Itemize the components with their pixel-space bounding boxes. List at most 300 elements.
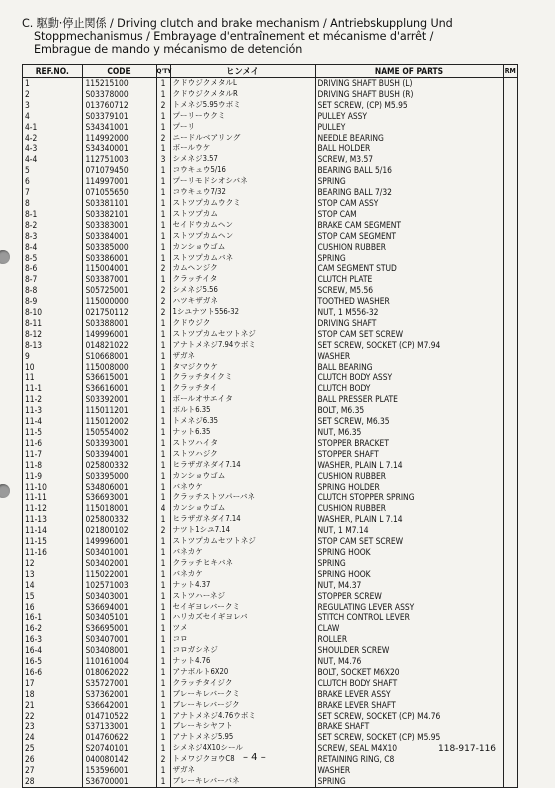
cell-code: S34806001 [82,482,156,493]
cell-code: 071079450 [82,165,156,176]
cell-qty: 1 [156,143,170,154]
cell-qty: 1 [156,231,170,242]
table-row [23,612,517,623]
cell-name: DRIVING SHAFT [315,318,503,329]
cell-qty: 1 [156,198,170,209]
cell-name: SCREW, M5.56 [315,285,503,296]
cell-ref: 11-13 [23,514,82,525]
cell-ref: 5 [23,165,82,176]
cell-code: S36693001 [82,492,156,503]
cell-ref: 8 [23,198,82,209]
cell-kana: バネウケ [170,482,315,493]
table-row [23,416,517,427]
cell-name: CUSHION RUBBER [315,471,503,482]
cell-ref: 8-3 [23,231,82,242]
cell-qty: 1 [156,711,170,722]
cell-kana: クラッチイタ [170,274,315,285]
cell-name: SPRING [315,558,503,569]
cell-name: STOP CAM SEGMENT [315,231,503,242]
cell-code: 112751003 [82,154,156,165]
col-header-kana: ヒンメイ [170,65,315,78]
cell-code: S03393001 [82,438,156,449]
cell-name: PULLEY [315,122,503,133]
table-row [23,89,517,100]
col-header-rm: RM [503,65,517,78]
cell-rm [503,318,517,329]
cell-qty: 1 [156,427,170,438]
cell-code: S34341001 [82,122,156,133]
cell-ref: 8-11 [23,318,82,329]
cell-rm [503,285,517,296]
cell-code: 149996001 [82,536,156,547]
cell-name: BRAKE SHAFT [315,721,503,732]
cell-name: RETAINING RING, C8 [315,754,503,765]
cell-code: S03388001 [82,318,156,329]
cell-qty: 1 [156,721,170,732]
cell-rm [503,721,517,732]
cell-qty: 1 [156,187,170,198]
cell-ref: 8-1 [23,209,82,220]
cell-qty: 1 [156,383,170,394]
cell-kana: カンショウゴム [170,242,315,253]
col-header-qty: Q'TY [156,65,170,78]
cell-ref: 6 [23,176,82,187]
cell-kana: コウキュウ7/32 [170,187,315,198]
cell-kana: コロ [170,634,315,645]
table-row [23,602,517,613]
cell-name: SET SCREW, SOCKET (CP) M5.95 [315,732,503,743]
cell-ref: 8-4 [23,242,82,253]
cell-rm [503,372,517,383]
cell-rm [503,78,517,89]
cell-name: BRAKE LEVER ASSY [315,689,503,700]
table-row [23,482,517,493]
cell-kana: ボールウケ [170,143,315,154]
cell-name: NUT, 1 M556-32 [315,307,503,318]
cell-qty: 1 [156,547,170,558]
table-row [23,689,517,700]
cell-qty: 1 [156,700,170,711]
cell-code: 149996001 [82,329,156,340]
cell-kana: シメネジ3.57 [170,154,315,165]
cell-code: 114997001 [82,176,156,187]
cell-kana: ストツプカムヘン [170,231,315,242]
cell-kana: クラッチヒキバネ [170,558,315,569]
table-row [23,122,517,133]
page-number: – 4 – [243,752,266,763]
cell-rm [503,187,517,198]
cell-qty: 2 [156,754,170,765]
cell-qty: 1 [156,580,170,591]
cell-kana: アナトメネジ4.76ウボミ [170,711,315,722]
cell-kana: ザガネ [170,351,315,362]
cell-code: S03395000 [82,471,156,482]
cell-code: 115008000 [82,362,156,373]
cell-qty: 1 [156,471,170,482]
cell-ref: 11-8 [23,460,82,471]
cell-ref: 11 [23,372,82,383]
cell-qty: 1 [156,351,170,362]
cell-qty: 1 [156,89,170,100]
table-row [23,471,517,482]
cell-name: BALL HOLDER [315,143,503,154]
document-number: 118-917-116 [438,744,497,754]
table-row [23,329,517,340]
table-row [23,154,517,165]
cell-code: 110161004 [82,656,156,667]
cell-rm [503,198,517,209]
table-row [23,700,517,711]
cell-rm [503,645,517,656]
table-row [23,176,517,187]
cell-ref: 11-16 [23,547,82,558]
cell-ref: 13 [23,569,82,580]
table-row [23,362,517,373]
cell-kana: ヒラザガネダイ7.14 [170,514,315,525]
cell-rm [503,667,517,678]
cell-kana: プーリ [170,122,315,133]
cell-ref: 24 [23,732,82,743]
cell-qty: 2 [156,285,170,296]
cell-rm [503,700,517,711]
cell-qty: 1 [156,242,170,253]
cell-kana: ストツハイタ [170,438,315,449]
cell-kana: カンショウゴム [170,503,315,514]
cell-rm [503,471,517,482]
cell-ref: 16-3 [23,634,82,645]
cell-kana: アナボルト6X20 [170,667,315,678]
cell-code: S03405101 [82,612,156,623]
cell-qty: 1 [156,492,170,503]
cell-name: STOP CAM SET SCREW [315,329,503,340]
cell-rm [503,122,517,133]
cell-code: 150554002 [82,427,156,438]
cell-kana: コロガシネジ [170,645,315,656]
cell-ref: 14 [23,580,82,591]
cell-ref: 28 [23,776,82,787]
cell-qty: 1 [156,623,170,634]
cell-name: SPRING HOOK [315,569,503,580]
cell-ref: 11-11 [23,492,82,503]
table-row [23,678,517,689]
cell-code: 013760712 [82,100,156,111]
table-row [23,263,517,274]
cell-name: BALL BEARING [315,362,503,373]
cell-kana: セイギヨレバークミ [170,602,315,613]
cell-name: NEEDLE BEARING [315,133,503,144]
cell-name: BOLT, SOCKET M6X20 [315,667,503,678]
cell-code: 115215100 [82,78,156,89]
cell-rm [503,765,517,776]
cell-rm [503,460,517,471]
table-row [23,711,517,722]
table-row [23,569,517,580]
cell-kana: トメワジクヨウC8 [170,754,315,765]
cell-code: S03392001 [82,394,156,405]
cell-rm [503,154,517,165]
cell-kana: ストツプカムセツトネジ [170,329,315,340]
cell-rm [503,307,517,318]
cell-ref: 26 [23,754,82,765]
cell-name: WASHER [315,765,503,776]
cell-qty: 1 [156,78,170,89]
cell-code: S37133001 [82,721,156,732]
cell-kana: クラッチタイジク [170,678,315,689]
table-row [23,558,517,569]
table-row [23,111,517,122]
col-header-ref: REF.NO. [23,65,82,78]
cell-kana: ボルト6.35 [170,405,315,416]
cell-rm [503,274,517,285]
cell-ref: 16-1 [23,612,82,623]
cell-rm [503,732,517,743]
cell-name: PULLEY ASSY [315,111,503,122]
cell-ref: 8-7 [23,274,82,285]
cell-kana: ストツプカムバネ [170,253,315,264]
table-row [23,307,517,318]
binder-hole [0,484,10,498]
table-row [23,143,517,154]
cell-kana: ハツキザガネ [170,296,315,307]
cell-qty: 2 [156,133,170,144]
cell-name: STOP CAM ASSY [315,198,503,209]
cell-qty: 2 [156,263,170,274]
cell-ref: 16-2 [23,623,82,634]
table-row [23,667,517,678]
cell-kana: シメネジ5.56 [170,285,315,296]
cell-name: BEARING BALL 7/32 [315,187,503,198]
cell-code: 021800102 [82,525,156,536]
cell-name: STOPPER SCREW [315,591,503,602]
cell-rm [503,678,517,689]
cell-ref: 21 [23,700,82,711]
cell-code: S36642001 [82,700,156,711]
cell-qty: 1 [156,416,170,427]
table-row [23,591,517,602]
parts-table [22,64,518,788]
table-row [23,351,517,362]
cell-qty: 2 [156,525,170,536]
cell-ref: 9 [23,351,82,362]
cell-name: BEARING BALL 5/16 [315,165,503,176]
cell-qty: 1 [156,394,170,405]
cell-kana: ヒラザガネダイ7.14 [170,460,315,471]
cell-qty: 1 [156,776,170,787]
cell-qty: 1 [156,536,170,547]
cell-kana: クドウジクメタルR [170,89,315,100]
cell-qty: 1 [156,569,170,580]
cell-rm [503,536,517,547]
cell-name: BOLT, M6.35 [315,405,503,416]
cell-qty: 1 [156,689,170,700]
cell-kana: ニードルベアリング [170,133,315,144]
cell-name: DRIVING SHAFT BUSH (R) [315,89,503,100]
cell-ref: 8-8 [23,285,82,296]
table-row [23,133,517,144]
cell-rm [503,340,517,351]
cell-kana: ナット4.76 [170,656,315,667]
cell-kana: ボールオサエイタ [170,394,315,405]
cell-code: S03379101 [82,111,156,122]
cell-qty: 1 [156,765,170,776]
cell-ref: 3 [23,100,82,111]
cell-rm [503,558,517,569]
cell-ref: 11-6 [23,438,82,449]
cell-code: S20740101 [82,743,156,754]
cell-qty: 1 [156,318,170,329]
cell-qty: 3 [156,154,170,165]
cell-ref: 10 [23,362,82,373]
cell-rm [503,220,517,231]
cell-kana: シメネジ4X10シール [170,743,315,754]
cell-ref: 11-7 [23,449,82,460]
cell-rm [503,569,517,580]
cell-kana: ストツハーネジ [170,591,315,602]
cell-ref: 8-9 [23,296,82,307]
cell-qty: 1 [156,372,170,383]
cell-rm [503,405,517,416]
table-row [23,318,517,329]
cell-kana: ブレーキレバージク [170,700,315,711]
cell-name: SPRING [315,776,503,787]
cell-qty: 1 [156,176,170,187]
cell-code: S03385000 [82,242,156,253]
cell-qty: 2 [156,100,170,111]
cell-kana: プーリモドシオシバネ [170,176,315,187]
cell-code: 115018001 [82,503,156,514]
cell-name: CLUTCH BODY [315,383,503,394]
cell-name: NUT, M4.76 [315,656,503,667]
table-row [23,253,517,264]
cell-code: S10668001 [82,351,156,362]
cell-kana: ザガネ [170,765,315,776]
cell-rm [503,580,517,591]
cell-name: SET SCREW, M6.35 [315,416,503,427]
cell-name: STOP CAM SET SCREW [315,536,503,547]
table-row [23,231,517,242]
cell-ref: 12 [23,558,82,569]
cell-qty: 1 [156,209,170,220]
cell-code: 114992000 [82,133,156,144]
table-row [23,187,517,198]
cell-rm [503,438,517,449]
cell-rm [503,743,517,754]
cell-code: S36695001 [82,623,156,634]
cell-rm [503,602,517,613]
cell-code: 014710522 [82,711,156,722]
cell-qty: 1 [156,634,170,645]
cell-code: S34340001 [82,143,156,154]
cell-kana: カムヘンジク [170,263,315,274]
cell-rm [503,242,517,253]
cell-code: S03403001 [82,591,156,602]
cell-kana: プーリーウクミ [170,111,315,122]
table-row [23,634,517,645]
cell-name: SPRING HOLDER [315,482,503,493]
cell-kana: ストツハジク [170,449,315,460]
cell-name: SPRING HOOK [315,547,503,558]
cell-ref: 17 [23,678,82,689]
cell-code: S03386001 [82,253,156,264]
cell-code: S03394001 [82,449,156,460]
cell-code: 018062022 [82,667,156,678]
table-row [23,449,517,460]
cell-kana: クドウジクメタルL [170,78,315,89]
cell-ref: 11-14 [23,525,82,536]
cell-code: S03382101 [82,209,156,220]
cell-name: NUT, M6.35 [315,427,503,438]
cell-kana: バネカケ [170,547,315,558]
cell-rm [503,656,517,667]
cell-rm [503,165,517,176]
cell-ref: 23 [23,721,82,732]
cell-qty: 1 [156,122,170,133]
cell-kana: アナトメネジ7.94ウボミ [170,340,315,351]
cell-kana: クラッチストツパーバネ [170,492,315,503]
cell-code: S05725001 [82,285,156,296]
cell-qty: 1 [156,362,170,373]
cell-kana: 1シユナツト556-32 [170,307,315,318]
cell-code: 115012002 [82,416,156,427]
table-row [23,547,517,558]
cell-name: BRAKE CAM SEGMENT [315,220,503,231]
cell-name: CUSHION RUBBER [315,503,503,514]
cell-name: CLUTCH STOPPER SPRING [315,492,503,503]
cell-kana: ストツプカムセツトネジ [170,536,315,547]
cell-kana: クラッチタイ [170,383,315,394]
table-row [23,776,517,787]
table-row [23,296,517,307]
table-row [23,100,517,111]
cell-code: 040080142 [82,754,156,765]
cell-rm [503,427,517,438]
cell-ref: 16-4 [23,645,82,656]
cell-rm [503,776,517,787]
cell-kana: ブレーキシヤフト [170,721,315,732]
table-row [23,732,517,743]
cell-kana: タマジクウケ [170,362,315,373]
cell-name: ROLLER [315,634,503,645]
table-row [23,503,517,514]
cell-rm [503,176,517,187]
table-row [23,721,517,732]
cell-qty: 1 [156,449,170,460]
cell-ref: 2 [23,89,82,100]
cell-name: TOOTHED WASHER [315,296,503,307]
cell-name: SHOULDER SCREW [315,645,503,656]
cell-ref: 25 [23,743,82,754]
cell-name: WASHER, PLAIN L 7.14 [315,514,503,525]
cell-qty: 1 [156,274,170,285]
cell-code: 071055650 [82,187,156,198]
cell-kana: バネカケ [170,569,315,580]
cell-name: STITCH CONTROL LEVER [315,612,503,623]
cell-rm [503,623,517,634]
cell-qty: 1 [156,514,170,525]
cell-code: 025800332 [82,460,156,471]
table-row [23,209,517,220]
cell-qty: 1 [156,656,170,667]
table-row [23,427,517,438]
cell-qty: 1 [156,111,170,122]
cell-rm [503,547,517,558]
cell-rm [503,634,517,645]
cell-rm [503,449,517,460]
cell-kana: ストツプカム [170,209,315,220]
cell-name: WASHER [315,351,503,362]
cell-code: S03407001 [82,634,156,645]
cell-qty: 4 [156,503,170,514]
